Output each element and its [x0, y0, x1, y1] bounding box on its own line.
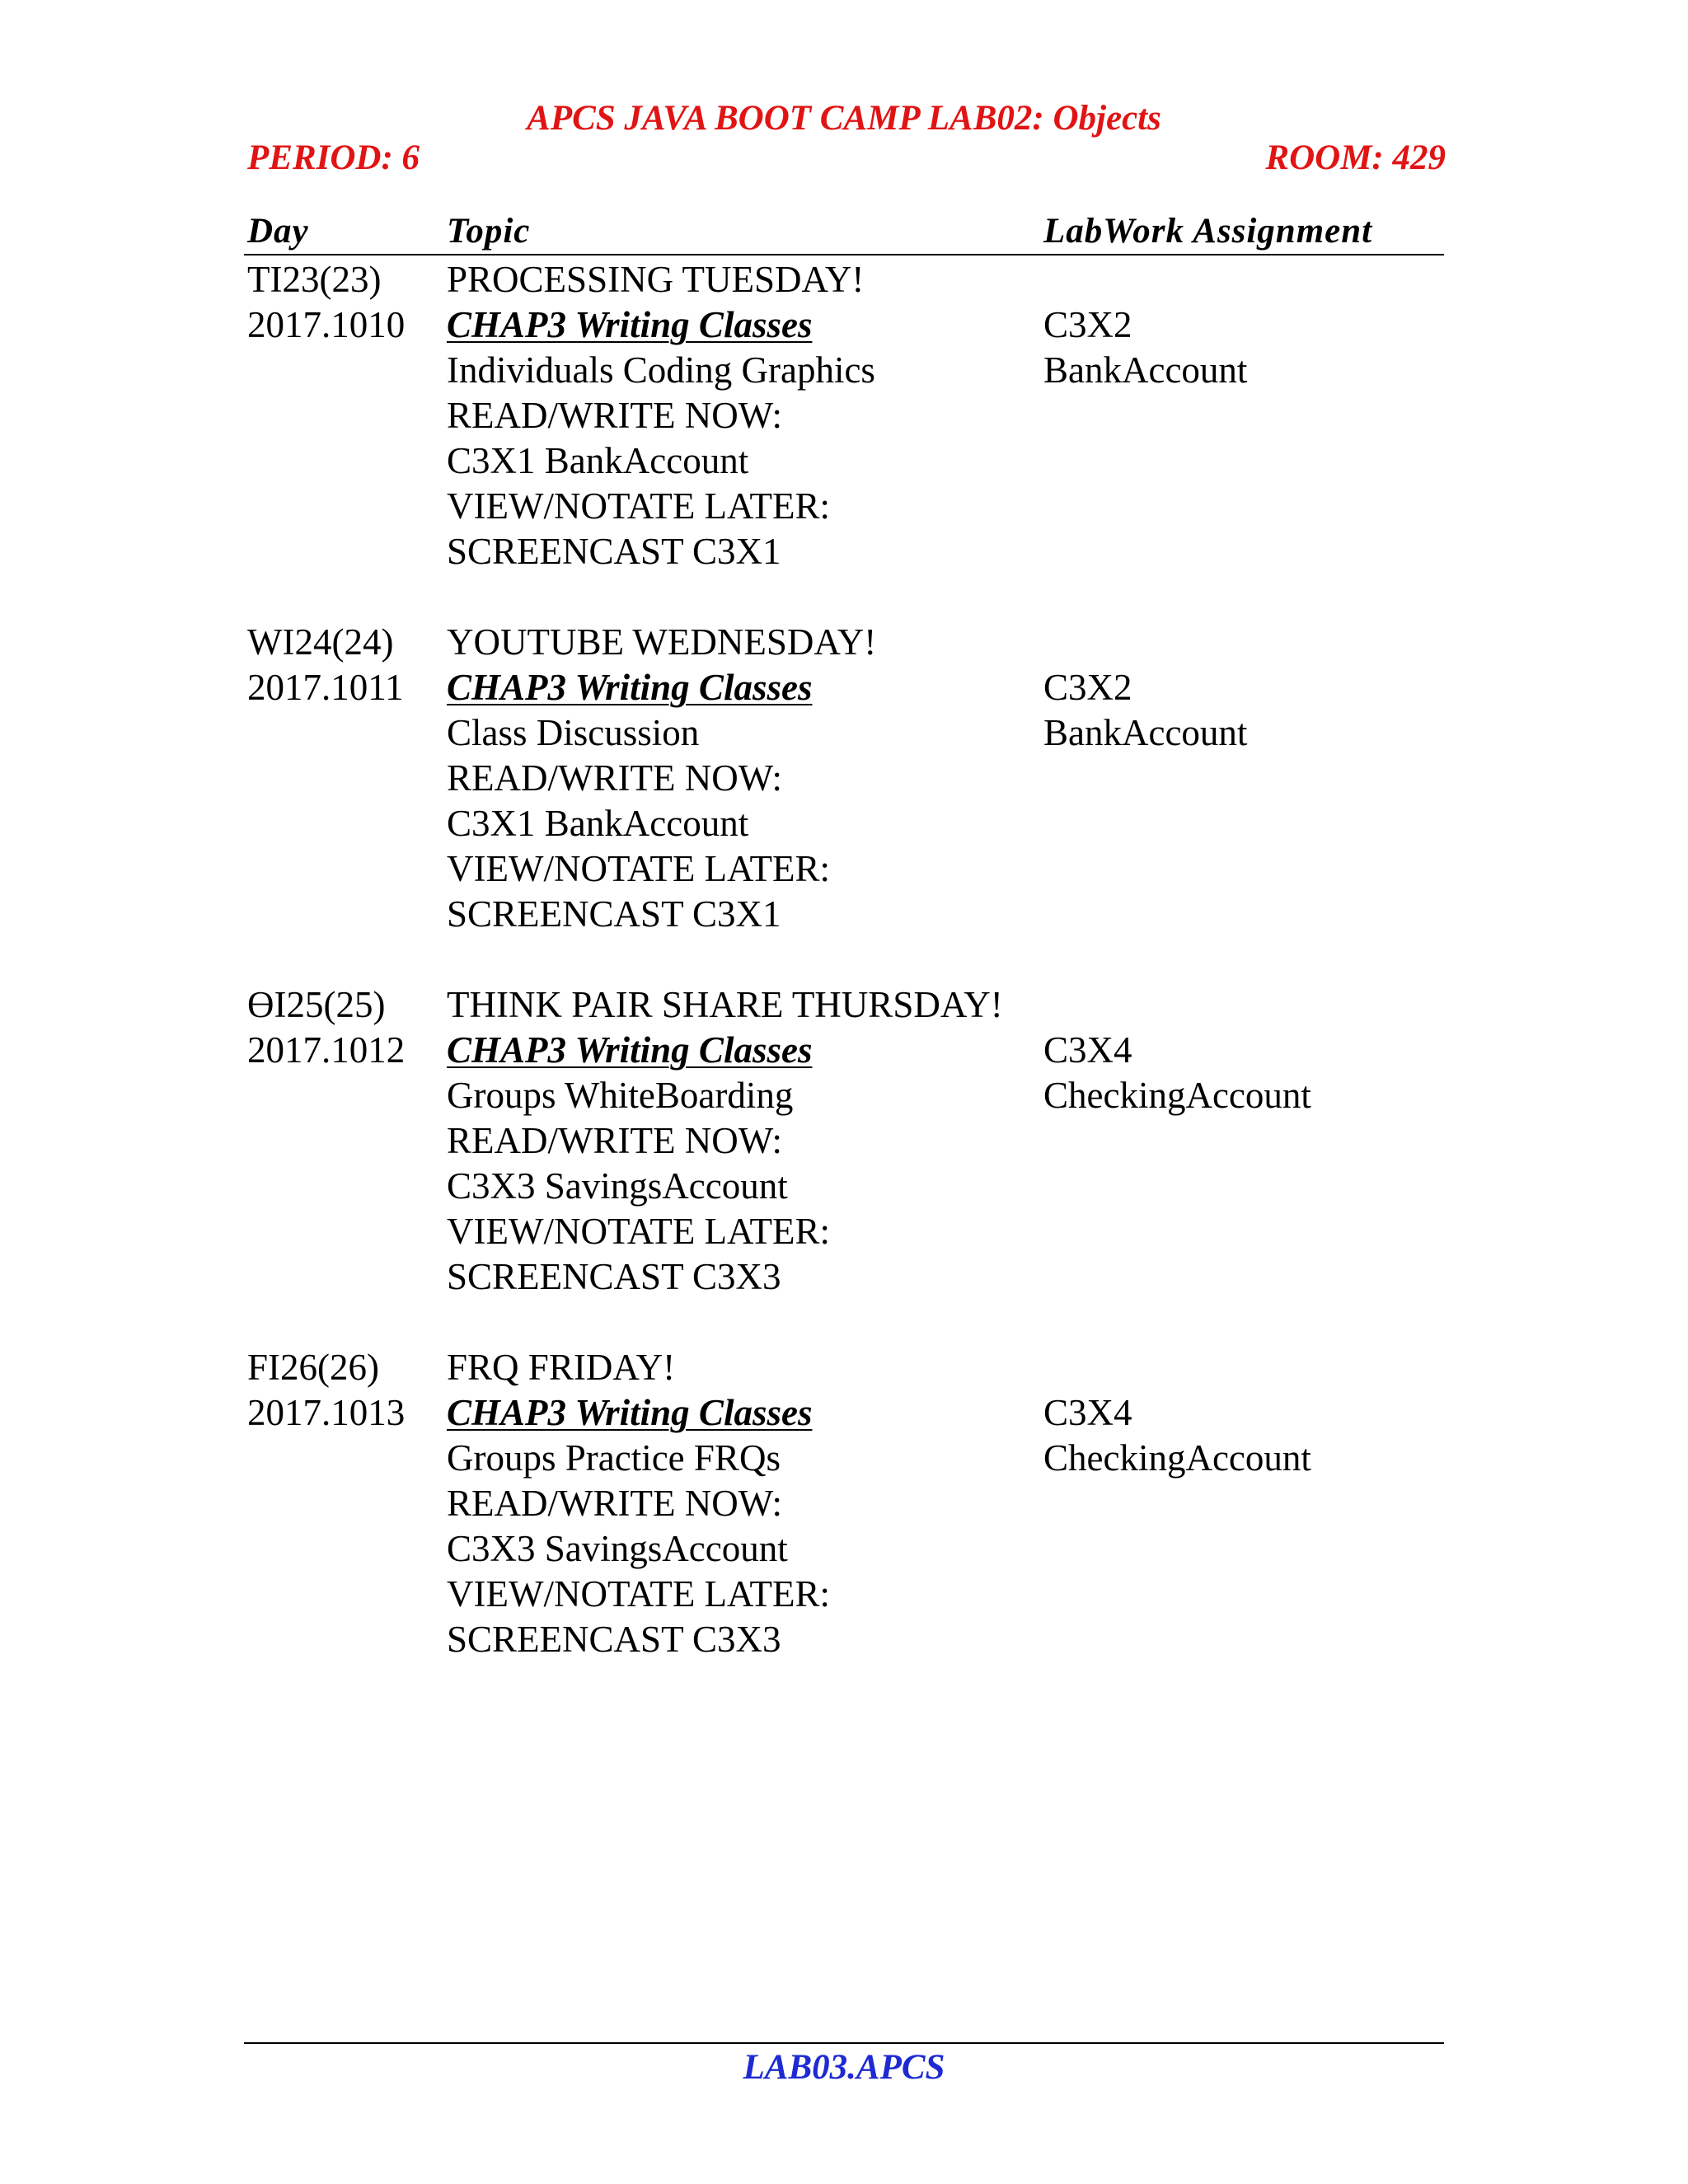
day-code: TI23(23)	[247, 259, 382, 300]
lab-code: C3X2	[1043, 667, 1132, 708]
view-item: SCREENCAST C3X1	[447, 531, 781, 572]
day-date: 2017.1012	[247, 1029, 406, 1071]
lab-code: C3X4	[1043, 1029, 1132, 1071]
schedule-row	[0, 257, 1688, 302]
footer-label: LAB03.APCS	[743, 2048, 945, 2087]
activity: Class Discussion	[447, 712, 700, 753]
activity: Groups Practice FRQs	[447, 1437, 781, 1479]
footer-divider	[244, 2042, 1444, 2044]
column-header-day: Day	[247, 212, 309, 251]
read-label: READ/WRITE NOW:	[447, 1120, 782, 1161]
schedule-row	[0, 1436, 1688, 1481]
read-item: C3X3 SavingsAccount	[447, 1528, 788, 1569]
room-label: ROOM: 429	[1265, 138, 1446, 177]
column-header-labwork: LabWork Assignment	[1043, 212, 1373, 251]
day-code: FI26(26)	[247, 1347, 379, 1388]
read-item: C3X3 SavingsAccount	[447, 1165, 788, 1207]
read-item: C3X1 BankAccount	[447, 803, 749, 844]
schedule-row	[0, 801, 1688, 846]
lab-name: BankAccount	[1043, 349, 1248, 391]
schedule-row	[0, 302, 1688, 348]
document-title: APCS JAVA BOOT CAMP LAB02: Objects	[527, 99, 1161, 138]
schedule-row	[0, 1073, 1688, 1118]
lab-code: C3X4	[1043, 1392, 1132, 1433]
schedule-row	[0, 393, 1688, 438]
schedule-row	[0, 529, 1688, 574]
day-theme: YOUTUBE WEDNESDAY!	[447, 621, 877, 663]
chapter-title: CHAP3 Writing Classes	[447, 1392, 813, 1433]
schedule-row	[0, 892, 1688, 937]
chapter-title: CHAP3 Writing Classes	[447, 304, 813, 345]
schedule-row	[0, 1481, 1688, 1526]
view-item: SCREENCAST C3X3	[447, 1256, 781, 1297]
activity: Groups WhiteBoarding	[447, 1075, 794, 1116]
schedule-row	[0, 982, 1688, 1028]
lab-name: BankAccount	[1043, 712, 1248, 753]
schedule-row	[0, 846, 1688, 892]
schedule-row	[0, 1209, 1688, 1254]
schedule-row	[0, 756, 1688, 801]
read-label: READ/WRITE NOW:	[447, 395, 782, 436]
schedule-row	[0, 620, 1688, 665]
schedule-row	[0, 1390, 1688, 1436]
day-theme: THINK PAIR SHARE THURSDAY!	[447, 984, 1003, 1025]
schedule-row	[0, 1118, 1688, 1164]
lab-code: C3X2	[1043, 304, 1132, 345]
schedule-row	[0, 1164, 1688, 1209]
schedule-row	[0, 1254, 1688, 1300]
chapter-title: CHAP3 Writing Classes	[447, 667, 813, 708]
day-date: 2017.1011	[247, 667, 404, 708]
day-date: 2017.1010	[247, 304, 406, 345]
activity: Individuals Coding Graphics	[447, 349, 875, 391]
chapter-title: CHAP3 Writing Classes	[447, 1029, 813, 1071]
column-header-topic: Topic	[447, 212, 531, 251]
schedule-row	[0, 665, 1688, 710]
day-code: WI24(24)	[247, 621, 394, 663]
schedule-row	[0, 484, 1688, 529]
view-label: VIEW/NOTATE LATER:	[447, 485, 831, 527]
view-label: VIEW/NOTATE LATER:	[447, 1211, 831, 1252]
day-code: ϴI25(25)	[247, 984, 386, 1025]
read-label: READ/WRITE NOW:	[447, 757, 782, 799]
period-label: PERIOD: 6	[247, 138, 420, 177]
schedule-row	[0, 710, 1688, 756]
schedule-row	[0, 1028, 1688, 1073]
view-item: SCREENCAST C3X3	[447, 1619, 781, 1660]
view-item: SCREENCAST C3X1	[447, 893, 781, 935]
view-label: VIEW/NOTATE LATER:	[447, 848, 831, 889]
schedule-row	[0, 348, 1688, 393]
schedule-row	[0, 438, 1688, 484]
view-label: VIEW/NOTATE LATER:	[447, 1573, 831, 1615]
read-item: C3X1 BankAccount	[447, 440, 749, 481]
header-divider	[244, 254, 1444, 255]
schedule-row	[0, 1526, 1688, 1572]
schedule-row	[0, 1572, 1688, 1617]
lab-name: CheckingAccount	[1043, 1075, 1311, 1116]
schedule-row	[0, 1345, 1688, 1390]
schedule-row	[0, 1617, 1688, 1662]
read-label: READ/WRITE NOW:	[447, 1483, 782, 1524]
day-theme: PROCESSING TUESDAY!	[447, 259, 865, 300]
lab-name: CheckingAccount	[1043, 1437, 1311, 1479]
day-theme: FRQ FRIDAY!	[447, 1347, 676, 1388]
day-date: 2017.1013	[247, 1392, 406, 1433]
